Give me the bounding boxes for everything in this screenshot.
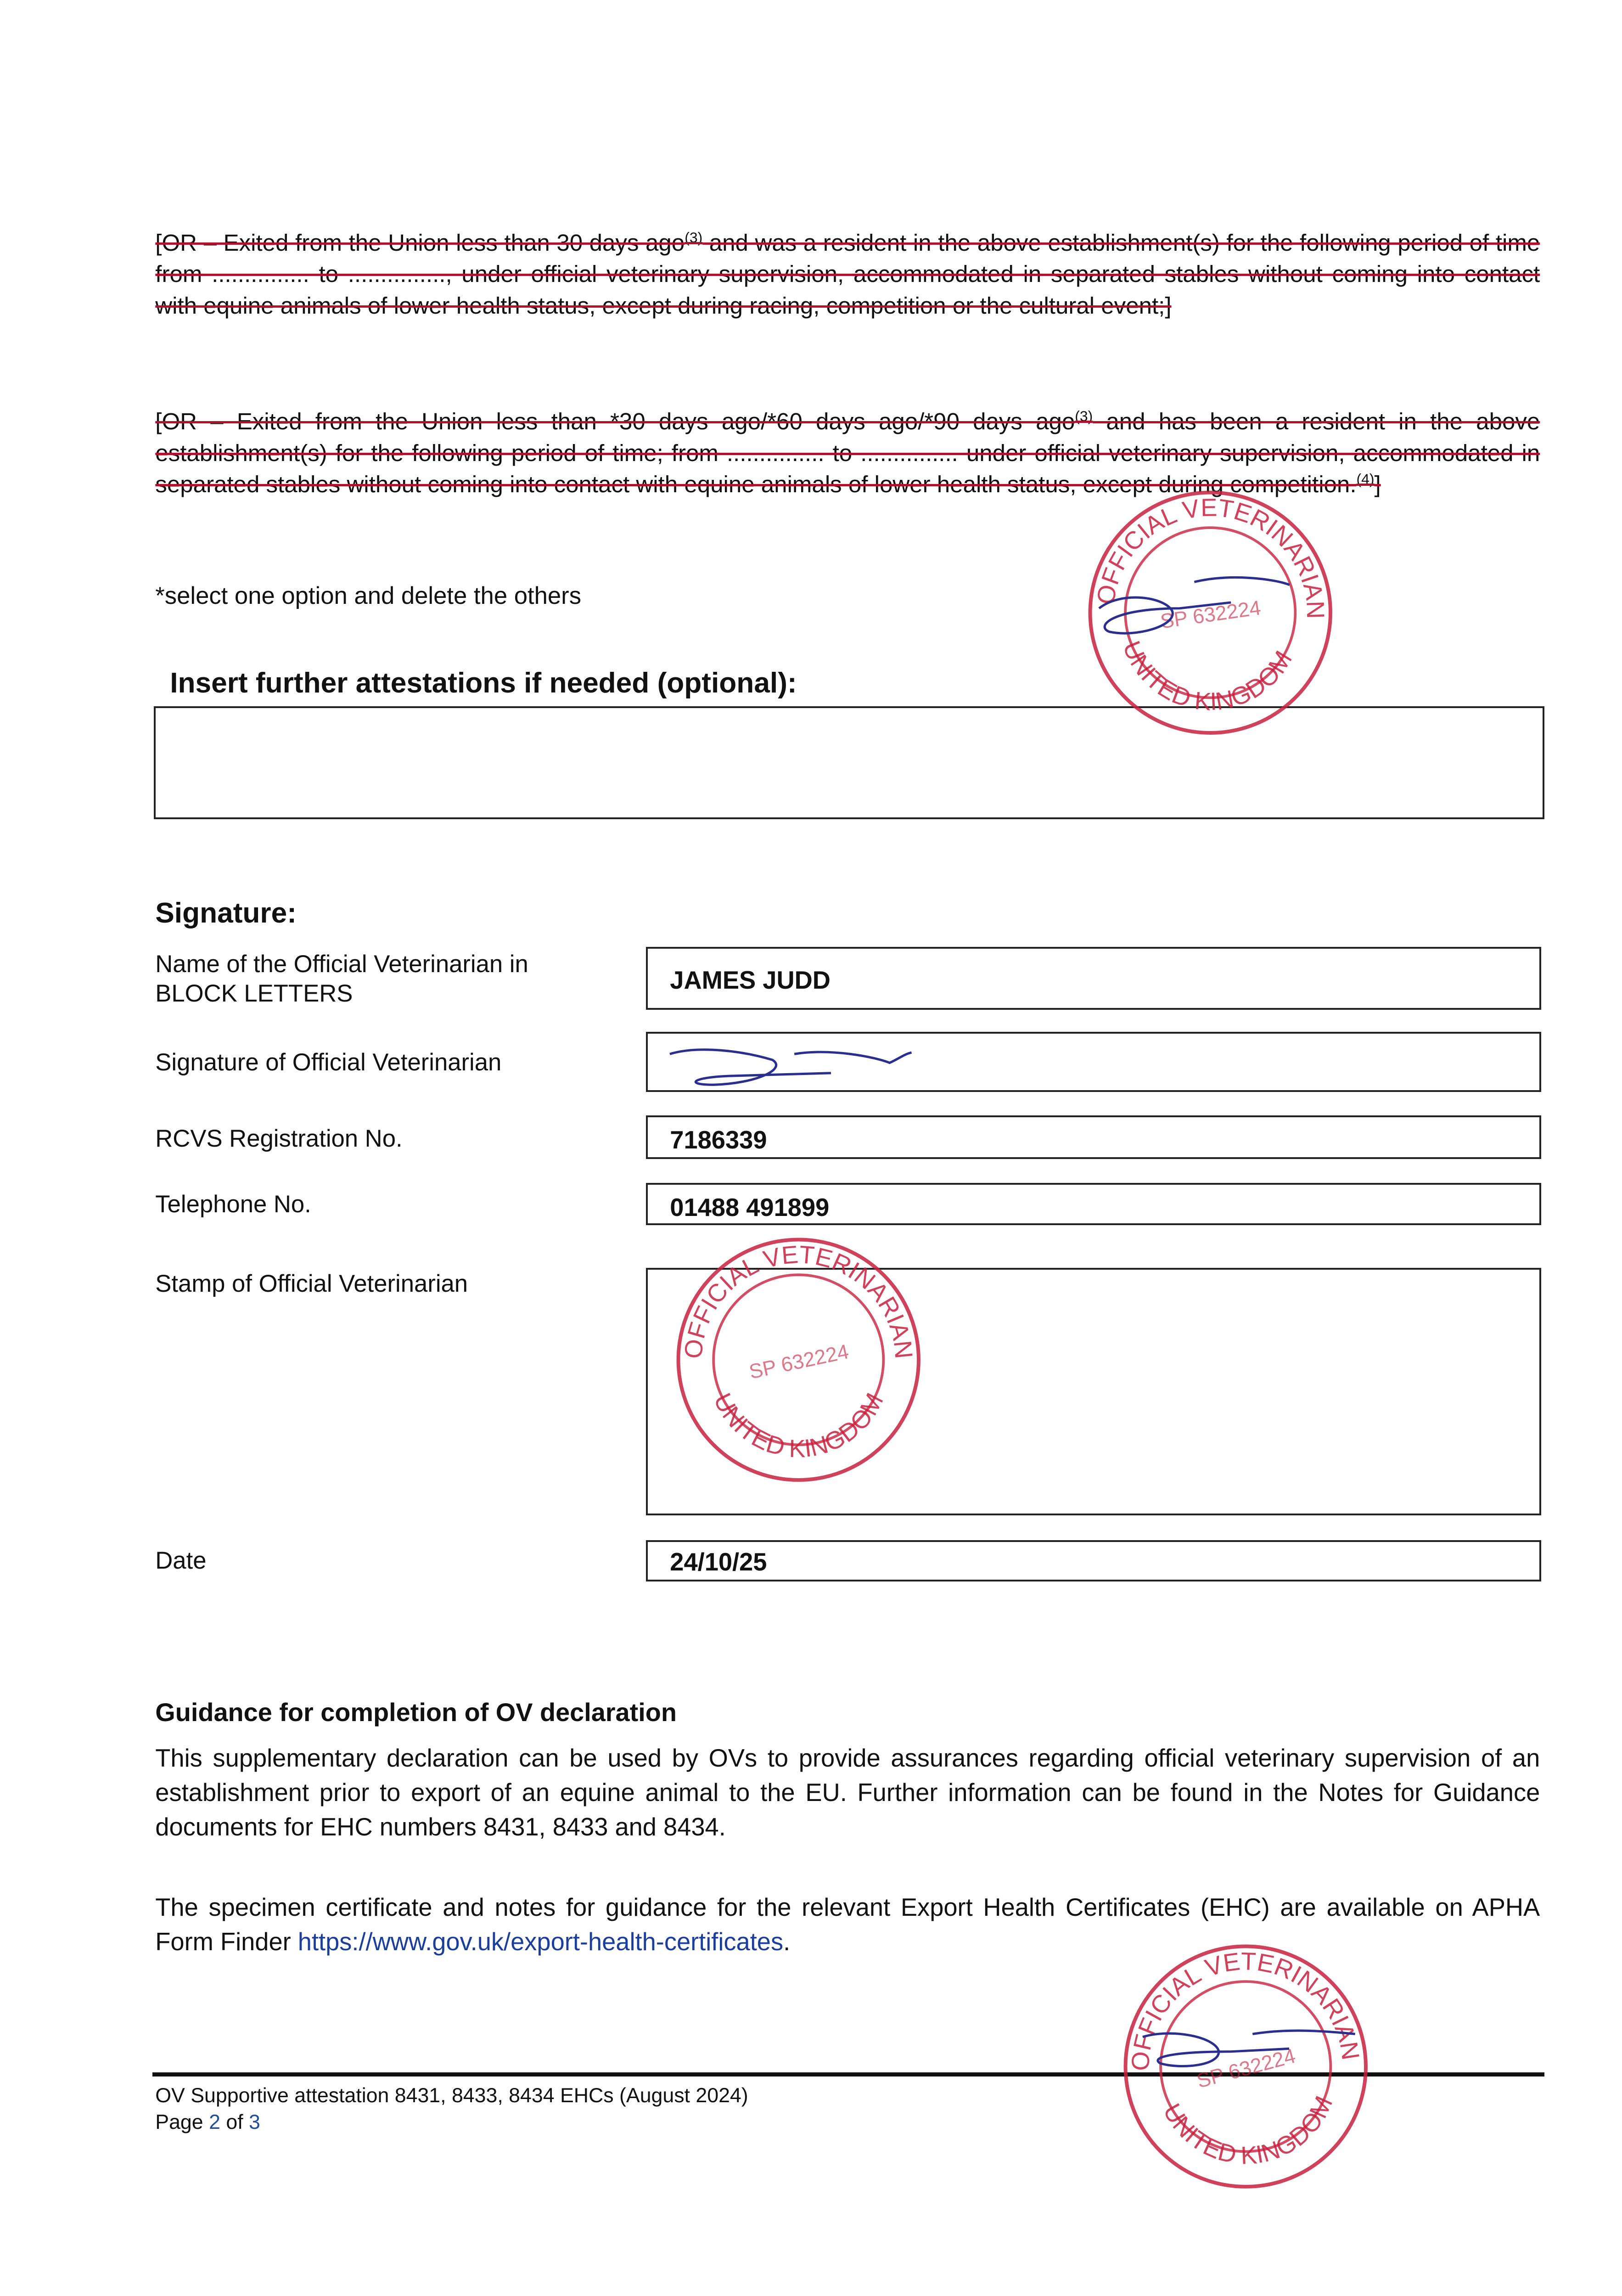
signature-label: Signature of Official Veterinarian xyxy=(155,1048,502,1076)
handwritten-signature xyxy=(1092,564,1297,652)
page-number xyxy=(155,2109,748,2135)
stamp-bottom-text: UNITED KINGDOM xyxy=(1157,2092,1338,2170)
telephone-field[interactable] xyxy=(646,1183,1541,1226)
stamp-label: Stamp of Official Veterinarian xyxy=(155,1270,468,1297)
name-label: Name of the Official Veterinarian in BLOCK LETTERS xyxy=(155,951,528,1007)
total-pages: 3 xyxy=(249,2110,260,2133)
field-value: 01488 491899 xyxy=(670,1193,830,1221)
field-value: JAMES JUDD xyxy=(670,967,831,994)
text: . xyxy=(783,1928,791,1956)
struck-option-30-60-90-days xyxy=(155,406,1540,501)
footnote-ref: (3) xyxy=(1075,408,1093,425)
further-attestations-heading: Insert further attestations if needed (optional): xyxy=(170,667,797,699)
signature-field[interactable] xyxy=(646,1032,1541,1092)
stamp-number: SP 632224 xyxy=(747,1340,851,1384)
text: and was a resident in the above establishment(s) for the following period of time from ............... to ..............., under official veterinary supervision, accommodated in separated stables without coming into contact with equine animals of lower health status, except during racing, competition or the cultural event;] xyxy=(155,229,1540,319)
stamp-number: SP 632224 xyxy=(1194,2044,1298,2093)
footer-title: OV Supportive attestation 8431, 8433, 8434 EHCs (August 2024) xyxy=(155,2084,748,2107)
select-note: *select one option and delete the others xyxy=(155,582,582,610)
official-stamp xyxy=(667,1228,930,1491)
guidance-heading: Guidance for completion of OV declaration xyxy=(155,1697,677,1727)
text: ] xyxy=(1374,471,1381,498)
date-field[interactable] xyxy=(646,1540,1541,1581)
text: of xyxy=(226,2110,243,2133)
text: Page xyxy=(155,2110,203,2133)
text: [OR – Exited from the Union less than 30 days ago xyxy=(155,229,685,256)
stamp-graphic xyxy=(667,1228,930,1491)
handwritten-signature xyxy=(1128,2008,1363,2095)
field-value: 7186339 xyxy=(670,1126,767,1154)
stamp-bottom-text: UNITED KINGDOM xyxy=(708,1389,889,1463)
current-page: 2 xyxy=(209,2110,220,2133)
footnote-ref: (4) xyxy=(1356,471,1375,488)
struck-option-30-days xyxy=(155,227,1540,322)
stamp-bottom-text: UNITED KINGDOM xyxy=(1117,637,1297,716)
text: [OR – Exited from the Union less than *30 days ago/*60 days ago/*90 days ago xyxy=(155,408,1075,435)
date-label: Date xyxy=(155,1547,207,1575)
stamp-top-text: OFFICIAL VETERINARIAN xyxy=(1126,1947,1364,2071)
stamp-top-text: OFFICIAL VETERINARIAN xyxy=(1091,494,1330,619)
rcvs-field[interactable] xyxy=(646,1115,1541,1159)
further-attestations-field[interactable] xyxy=(154,706,1544,819)
footnote-ref: (3) xyxy=(685,229,703,246)
field-value: 24/10/25 xyxy=(670,1548,767,1576)
stamp-number: SP 632224 xyxy=(1159,597,1263,633)
rcvs-label: RCVS Registration No. xyxy=(155,1125,403,1152)
guidance-text: This supplementary declaration can be used by OVs to provide assurances regarding official veterinary supervision of an establishment prior to export of an equine animal to the EU. Further information can be found in the Notes for Guidance documents for EHC numbers 8431, 8433 and 8434. xyxy=(155,1744,1540,1841)
telephone-label: Telephone No. xyxy=(155,1191,311,1218)
signature-heading: Signature: xyxy=(155,897,297,929)
name-field[interactable] xyxy=(646,947,1541,1010)
stamp-top-text: OFFICIAL VETERINARIAN xyxy=(679,1241,918,1360)
handwritten-signature xyxy=(655,1036,919,1095)
text: The specimen certificate and notes for guidance for the relevant Export Health Certificates (EHC) are available on APHA Form Finder xyxy=(155,1894,1540,1956)
text: and has been a resident in the above establishment(s) for the following period of time; from ............... to ............... under official veterinary supervision, accommodated in separated stables without coming into contact with equine animals of lower health status, except during competition. xyxy=(155,408,1540,498)
footer xyxy=(155,2082,748,2135)
export-health-certificates-link[interactable]: https://www.gov.uk/export-health-certificates xyxy=(297,1928,784,1956)
